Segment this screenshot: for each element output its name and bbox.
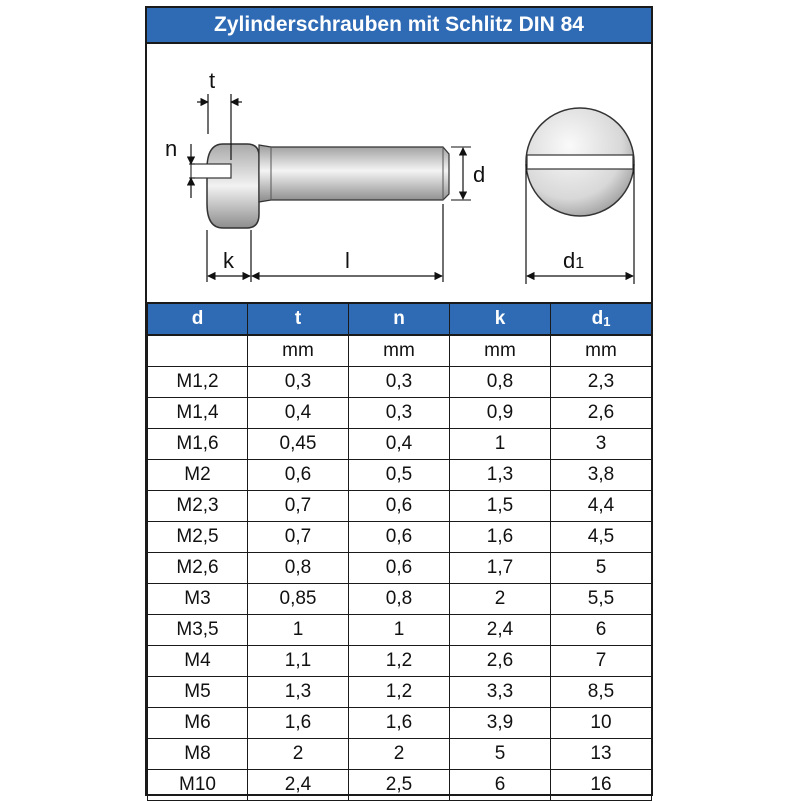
table-cell: 0,6 <box>349 553 450 584</box>
table-cell: 3,8 <box>551 460 652 491</box>
table-row <box>148 584 652 615</box>
unit-row <box>148 335 652 367</box>
table-cell: 0,9 <box>450 398 551 429</box>
unit-cell: mm <box>248 335 349 367</box>
table-body <box>148 335 652 801</box>
dimension-d <box>451 147 485 200</box>
table-cell: 1,7 <box>450 553 551 584</box>
table-row <box>148 708 652 739</box>
table-cell: 16 <box>551 770 652 801</box>
table-row <box>148 460 652 491</box>
table-row <box>148 646 652 677</box>
screw-top-view <box>526 108 634 216</box>
header-d1-base: d <box>591 308 604 329</box>
table-cell: 10 <box>551 708 652 739</box>
label-t: t <box>209 68 216 93</box>
table-cell: 0,45 <box>248 429 349 460</box>
table-cell: 1 <box>349 615 450 646</box>
table-cell: M10 <box>148 770 248 801</box>
table-cell: 1,2 <box>349 646 450 677</box>
table-cell: M3,5 <box>148 615 248 646</box>
table-cell: 1,1 <box>248 646 349 677</box>
table-cell: 0,7 <box>248 522 349 553</box>
header-d1 <box>551 303 652 335</box>
table-cell: 3 <box>551 429 652 460</box>
table-cell: M2,3 <box>148 491 248 522</box>
table-cell: 2,4 <box>450 615 551 646</box>
table-cell: 4,4 <box>551 491 652 522</box>
dimension-k <box>207 230 251 282</box>
table-cell: 2 <box>248 739 349 770</box>
table-cell: 1 <box>248 615 349 646</box>
table-cell: 1,5 <box>450 491 551 522</box>
dimension-l <box>252 204 443 282</box>
table-cell: 1,3 <box>248 677 349 708</box>
table-cell: 0,3 <box>349 398 450 429</box>
table-row <box>148 615 652 646</box>
table-cell: 0,3 <box>248 367 349 398</box>
table-cell: 13 <box>551 739 652 770</box>
screw-side-view <box>191 144 449 228</box>
table-cell: 0,8 <box>450 367 551 398</box>
table-row <box>148 677 652 708</box>
table-cell: 0,85 <box>248 584 349 615</box>
technical-drawing <box>147 44 651 302</box>
table-cell: M5 <box>148 677 248 708</box>
table-cell: 8,5 <box>551 677 652 708</box>
table-header-row <box>148 303 652 335</box>
table-row <box>148 491 652 522</box>
table-row <box>148 739 652 770</box>
table-cell: M2,6 <box>148 553 248 584</box>
table-cell: 2,6 <box>551 398 652 429</box>
table-row <box>148 522 652 553</box>
table-cell: 2,3 <box>551 367 652 398</box>
table-cell: 0,8 <box>349 584 450 615</box>
table-cell: 5 <box>551 553 652 584</box>
table-cell: 0,6 <box>349 491 450 522</box>
table-cell: M6 <box>148 708 248 739</box>
label-d1-index: 1 <box>575 255 585 272</box>
label-d1 <box>563 248 584 273</box>
unit-cell: mm <box>349 335 450 367</box>
table-cell: 0,6 <box>248 460 349 491</box>
header-t: t <box>248 303 349 335</box>
table-cell: 2 <box>349 739 450 770</box>
header-k: k <box>450 303 551 335</box>
header-n: n <box>349 303 450 335</box>
table-cell: 7 <box>551 646 652 677</box>
label-d1-base: d <box>563 248 576 273</box>
table-cell: 1,6 <box>450 522 551 553</box>
page-title: Zylinderschrauben mit Schlitz DIN 84 <box>147 8 651 44</box>
table-cell: M2,5 <box>148 522 248 553</box>
spec-sheet <box>145 6 653 796</box>
table-row <box>148 398 652 429</box>
label-n: n <box>165 136 178 161</box>
table-cell: 1 <box>450 429 551 460</box>
table-cell: M2 <box>148 460 248 491</box>
table-row <box>148 367 652 398</box>
table-cell: 4,5 <box>551 522 652 553</box>
unit-cell <box>148 335 248 367</box>
table-cell: 3,3 <box>450 677 551 708</box>
table-cell: M4 <box>148 646 248 677</box>
table-cell: 1,6 <box>248 708 349 739</box>
label-k: k <box>223 248 234 273</box>
table-cell: 2,4 <box>248 770 349 801</box>
table-cell: 0,4 <box>349 429 450 460</box>
dimension-table <box>147 302 652 801</box>
table-cell: 0,3 <box>349 367 450 398</box>
table-cell: 0,6 <box>349 522 450 553</box>
table-row <box>148 553 652 584</box>
table-row <box>148 429 652 460</box>
table-cell: M1,6 <box>148 429 248 460</box>
table-cell: M8 <box>148 739 248 770</box>
header-d1-index: 1 <box>603 314 611 329</box>
table-cell: 1,6 <box>349 708 450 739</box>
label-d: d <box>473 162 486 187</box>
table-cell: M1,2 <box>148 367 248 398</box>
table-cell: 5,5 <box>551 584 652 615</box>
screw-drawing-svg <box>147 44 651 302</box>
table-cell: 0,5 <box>349 460 450 491</box>
table-cell: 1,3 <box>450 460 551 491</box>
table-cell: 1,2 <box>349 677 450 708</box>
table-cell: 6 <box>551 615 652 646</box>
table-cell: 0,4 <box>248 398 349 429</box>
table-cell: 0,8 <box>248 553 349 584</box>
table-cell: 5 <box>450 739 551 770</box>
table-cell: 2,5 <box>349 770 450 801</box>
unit-cell: mm <box>551 335 652 367</box>
table-cell: 0,7 <box>248 491 349 522</box>
table-cell: 2,6 <box>450 646 551 677</box>
table-row <box>148 770 652 801</box>
table-cell: 2 <box>450 584 551 615</box>
header-d: d <box>148 303 248 335</box>
table-cell: 3,9 <box>450 708 551 739</box>
label-l: l <box>345 248 350 273</box>
table-cell: M1,4 <box>148 398 248 429</box>
table-cell: M3 <box>148 584 248 615</box>
table-cell: 6 <box>450 770 551 801</box>
unit-cell: mm <box>450 335 551 367</box>
